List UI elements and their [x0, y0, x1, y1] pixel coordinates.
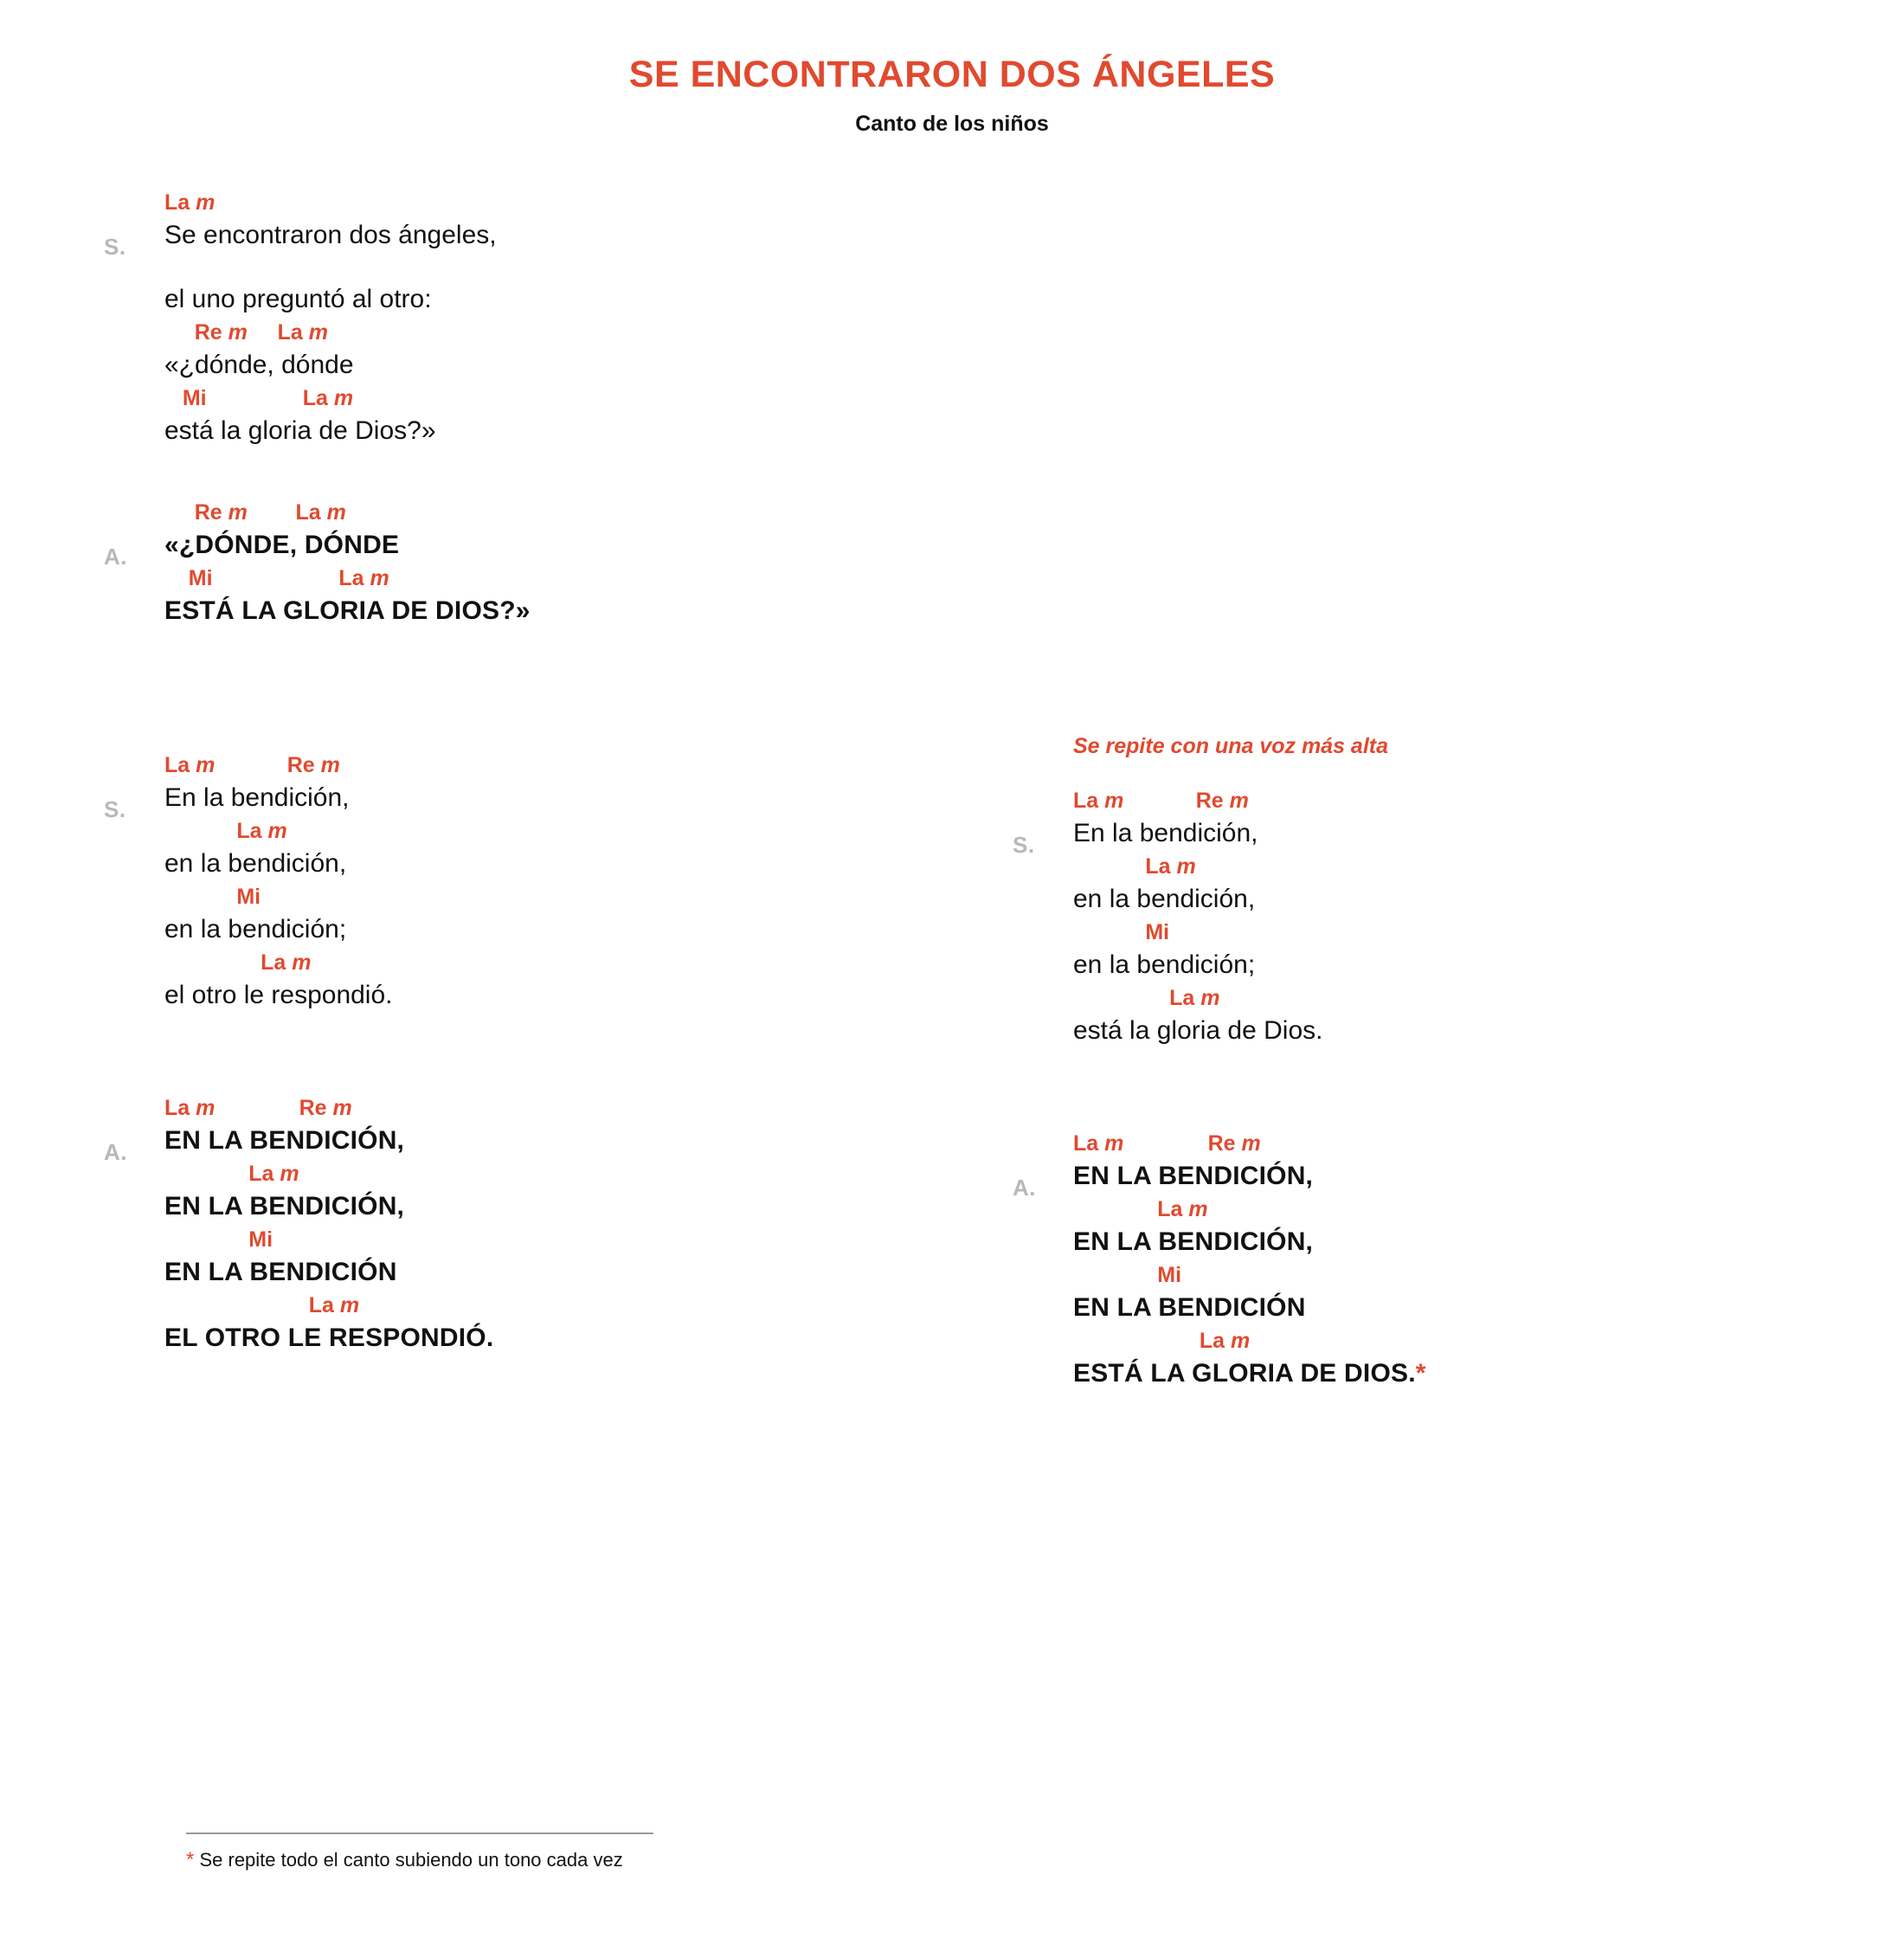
stanza-assembly-1	[104, 499, 883, 630]
footnote-divider	[186, 1832, 653, 1834]
chord-line: La m	[164, 950, 312, 975]
chord-line: Mi La m	[164, 566, 389, 590]
chord-line: La m	[164, 819, 287, 843]
lyric-line: EN LA BENDICIÓN,	[1073, 1227, 1314, 1256]
footnote-marker: *	[1415, 1359, 1426, 1388]
stanza-assembly-3	[1013, 1130, 1791, 1393]
lyric-line: el uno preguntó al otro:	[164, 285, 432, 313]
lyric-line: en la bendición,	[164, 849, 347, 878]
lyric-line: EN LA BENDICIÓN,	[164, 1126, 405, 1155]
stanza-solo-3	[1013, 787, 1791, 1050]
repeat-note: Se repite con una voz más alta	[1073, 734, 1389, 758]
lyric-line: EN LA BENDICIÓN	[164, 1258, 397, 1286]
stanza-spacer	[104, 450, 883, 499]
chord-line: Mi	[164, 1227, 273, 1252]
stanza-assembly-2	[104, 1094, 883, 1357]
stanza-spacer	[1013, 1050, 1791, 1130]
footnote-text: Se repite todo el canto subiendo un tono cada vez	[199, 1849, 623, 1871]
chord-line: La m Re m	[1073, 789, 1249, 813]
stanza-solo-1	[104, 189, 883, 450]
stanza-spacer	[1013, 759, 1791, 787]
chord-line: Mi	[1073, 1263, 1182, 1287]
lyric-line: EN LA BENDICIÓN	[1073, 1293, 1306, 1322]
page-subtitle: Canto de los niños	[855, 112, 1049, 136]
lyric-line: Se encontraron dos ángeles,	[164, 221, 497, 249]
line-spacer	[104, 254, 883, 280]
right-column	[1013, 189, 1791, 1393]
chord-line: Mi	[1073, 920, 1170, 944]
voice-label-assembly: A.	[104, 544, 127, 570]
right-column-offset	[1013, 189, 1791, 734]
footnote-area	[186, 1832, 671, 1872]
lyric-line: EN LA BENDICIÓN,	[164, 1192, 405, 1221]
lyric-line: En la bendición,	[164, 783, 350, 812]
voice-label-solo: S.	[104, 234, 126, 260]
voice-label-solo: S.	[104, 796, 126, 822]
left-column	[104, 189, 883, 1357]
lyric-line: EN LA BENDICIÓN,	[1073, 1162, 1314, 1190]
stanza-spacer	[104, 630, 883, 751]
chord-line: Mi	[164, 885, 261, 909]
lyric-line: en la bendición,	[1073, 885, 1256, 913]
chord-line: La m	[164, 1162, 299, 1186]
lyric-line: «¿DÓNDE, DÓNDE	[164, 531, 400, 559]
lyric-line: el otro le respondió.	[164, 981, 393, 1009]
chord-line: La m Re m	[164, 753, 340, 777]
footnote	[186, 1848, 671, 1872]
lyric-line: en la bendición;	[164, 915, 347, 944]
lyric-text: ESTÁ LA GLORIA DE DIOS.	[1073, 1359, 1416, 1388]
chord-line: La m	[1073, 854, 1196, 879]
chord-line: La m	[1073, 986, 1220, 1010]
chord-line: La m Re m	[1073, 1131, 1261, 1156]
chord-line: Re m La m	[164, 500, 346, 525]
song-sheet-page	[0, 54, 1904, 1958]
chord-line: La m	[1073, 1197, 1208, 1221]
stanza-solo-2	[104, 751, 883, 1014]
footnote-star: *	[186, 1848, 195, 1871]
voice-label-assembly: A.	[1013, 1175, 1036, 1201]
chord-line: Mi La m	[164, 386, 354, 410]
lyric-line: ESTÁ LA GLORIA DE DIOS?»	[164, 596, 531, 625]
chord-line: La m	[1073, 1329, 1251, 1353]
stanza-spacer	[104, 1014, 883, 1094]
voice-label-assembly: A.	[104, 1139, 127, 1165]
lyric-line: «¿dónde, dónde	[164, 351, 354, 379]
chord-line: Re m La m	[164, 320, 328, 345]
lyric-line: EL OTRO LE RESPONDIÓ.	[164, 1324, 494, 1352]
voice-label-solo: S.	[1013, 832, 1035, 858]
lyric-line: está la gloria de Dios.	[1073, 1016, 1323, 1045]
lyric-line: está la gloria de Dios?»	[164, 416, 436, 445]
page-title: SE ENCONTRARON DOS ÁNGELES	[628, 54, 1276, 95]
chord-line: La m	[164, 190, 215, 215]
chord-line: La m Re m	[164, 1096, 352, 1120]
lyric-line: En la bendición,	[1073, 819, 1258, 847]
lyric-line: en la bendición;	[1073, 950, 1256, 979]
chord-line: La m	[164, 1293, 360, 1317]
lyric-line-with-marker	[1073, 1355, 1791, 1393]
